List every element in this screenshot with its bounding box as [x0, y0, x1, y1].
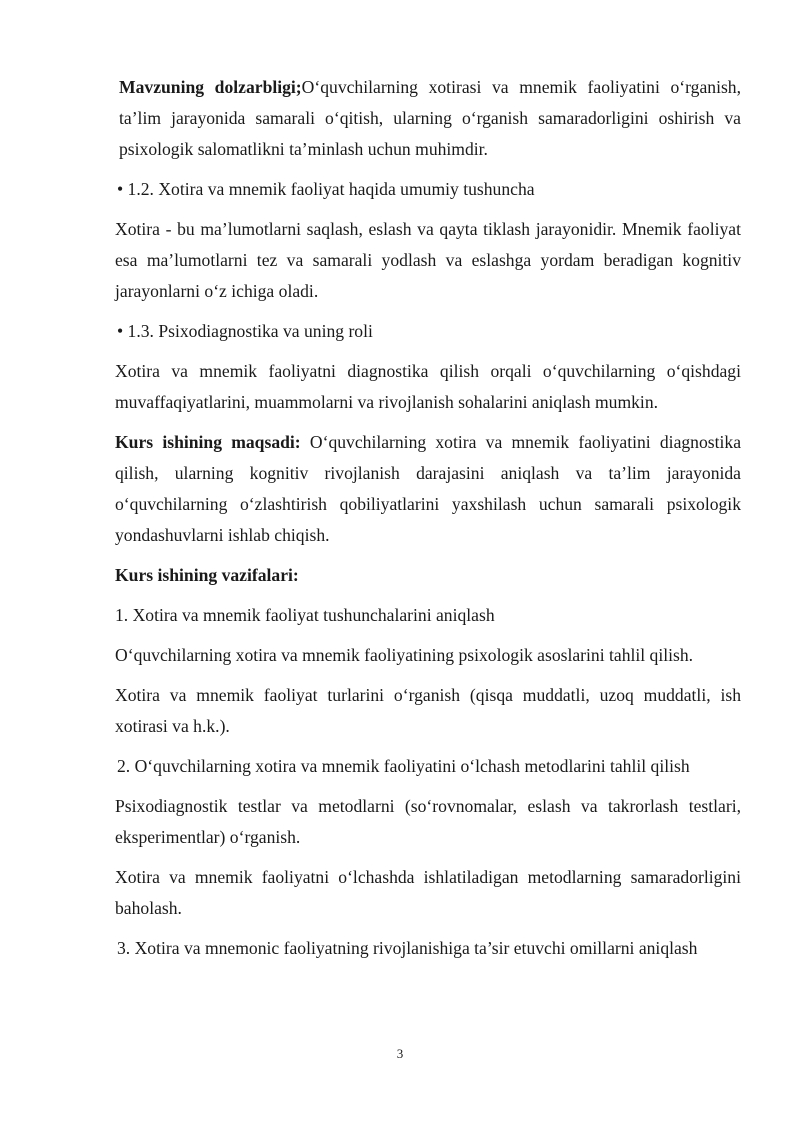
- paragraph-goal: [115, 427, 741, 551]
- section-heading-1-2: • 1.2. Xotira va mnemik faoliyat haqida umumiy tushuncha: [117, 179, 535, 199]
- paragraph-task-2a: Psixodiagnostik testlar va metodlarni (so‘rovnomalar, eslash va takrorlash testlari, eksperimentlar) o‘rganish.: [115, 796, 741, 847]
- page-number: 3: [396, 1046, 404, 1061]
- goal-text: O‘quvchilarning xotira va mnemik faoliyatini diagnostika qilish, ularning kognitiv rivojlanish darajasini aniqlash va ta’lim jarayonida o‘quvchilarning o‘zlashtirish qobiliyatlarini yaxshilash uchun samarali psixologik yondashuvlarni ishlab chiqish.: [115, 432, 742, 545]
- relevance-heading: Mavzuning dolzarbligi;: [119, 77, 302, 97]
- paragraph-task-2b: Xotira va mnemik faoliyatni o‘lchashda ishlatiladigan metodlarning samaradorligini baholash.: [115, 867, 741, 918]
- task-3-heading: 3. Xotira va mnemonic faoliyatning rivojlanishiga ta’sir etuvchi omillarni aniqlash: [117, 938, 698, 958]
- task-1-heading: 1. Xotira va mnemik faoliyat tushunchalarini aniqlash: [115, 605, 495, 625]
- paragraph-diagnostics: Xotira va mnemik faoliyatni diagnostika qilish orqali o‘quvchilarning o‘qishdagi muvaffaqiyatlarini, muammolarni va rivojlanish sohalarini aniqlash mumkin.: [115, 361, 741, 412]
- paragraph-memory-definition: Xotira - bu ma’lumotlarni saqlash, eslash va qayta tiklash jarayonidir. Mnemik faoliyat esa ma’lumotlarni tez va samarali yodlash va eslashga yordam beradigan kognitiv jarayonlarni o‘z ichiga oladi.: [115, 219, 741, 301]
- tasks-heading: [115, 560, 741, 591]
- tasks-heading-text: Kurs ishining vazifalari:: [115, 565, 299, 585]
- section-heading-1-3: • 1.3. Psixodiagnostika va uning roli: [117, 321, 373, 341]
- task-2-heading: 2. O‘quvchilarning xotira va mnemik faoliyatini o‘lchash metodlarini tahlil qilish: [117, 756, 690, 776]
- paragraph-task-1b: Xotira va mnemik faoliyat turlarini o‘rganish (qisqa muddatli, uzoq muddatli, ish xotirasi va h.k.).: [115, 685, 741, 736]
- paragraph-relevance: [115, 72, 741, 165]
- paragraph-task-1a: O‘quvchilarning xotira va mnemik faoliyatining psixologik asoslarini tahlil qilish.: [115, 645, 694, 665]
- document-page: [115, 72, 741, 973]
- relevance-text: O‘quvchilarning xotirasi va mnemik faoliyatini o‘rganish, ta’lim jarayonida samarali o‘qitish, ularning o‘rganish samaradorligini oshirish va psixologik salomatlikni ta’minlash uchun muhimdir.: [119, 77, 741, 159]
- goal-heading: Kurs ishining maqsadi:: [115, 432, 301, 452]
